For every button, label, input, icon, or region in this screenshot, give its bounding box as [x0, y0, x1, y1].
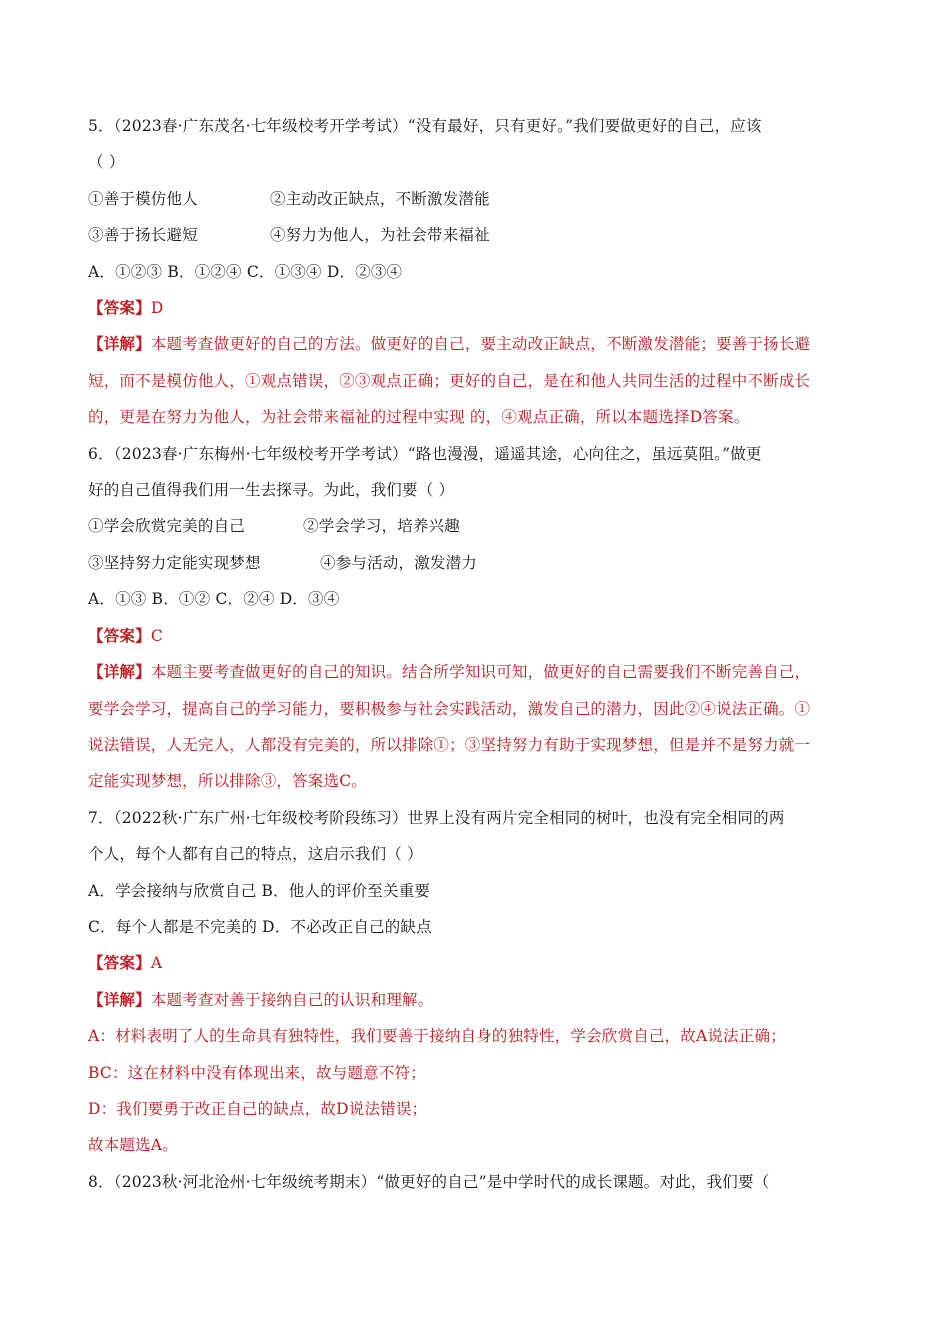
- option-3: ③坚持努力定能实现梦想: [88, 553, 261, 572]
- question-stem-cont: 个人，每个人都有自己的特点，这启示我们（ ）: [88, 845, 423, 864]
- detail-text: 本题主要考查做更好的自己的知识。结合所学知识可知，做更好的自己需要我们不断完善自己，: [150, 663, 811, 682]
- question-stem: 5．（2023春·广东茂名·七年级校考开学考试）“没有最好，只有更好。”我们要做更好的自己，应该: [88, 117, 762, 135]
- detail: [88, 654, 868, 690]
- option-row: [88, 217, 868, 253]
- answer-label: 【答案】: [88, 625, 151, 645]
- detail-label: 【详解】: [88, 662, 151, 682]
- detail-text: 本题考查做更好的自己的方法。做更好的自己，要主动改正缺点，不断激发潜能；要善于扬长避: [150, 335, 811, 354]
- answer-choices: A．学会接纳与欣赏自己 B．他人的评价至关重要: [88, 881, 431, 900]
- answer-choices: A．①③ B．①② C．②④ D．③④: [88, 590, 340, 609]
- answer-choices: A．①②③ B．①②④ C．①③④ D．②③④: [88, 262, 403, 281]
- detail-text: D：我们要勇于改正自己的缺点，故D说法错误；: [88, 1099, 428, 1118]
- answer: [88, 290, 868, 326]
- option-row: [88, 545, 868, 581]
- option-1: ①学会欣赏完美的自己: [88, 517, 246, 536]
- option-row: [88, 181, 868, 217]
- answer-label: 【答案】: [88, 953, 151, 973]
- option-4: ④参与活动，激发潜力: [320, 553, 478, 572]
- question-stem: 7．（2022秋·广东广州·七年级校考阶段练习）世界上没有两片完全相同的树叶，也没有完全相同的两: [88, 808, 785, 827]
- option-2: ②学会学习，培养兴趣: [303, 517, 461, 536]
- answer-choices: C．每个人都是不完美的 D．不必改正自己的缺点: [88, 917, 432, 936]
- option-4: ④努力为他人，为社会带来福祉: [270, 226, 490, 245]
- option-row: [88, 508, 868, 544]
- question-8: [88, 1164, 868, 1200]
- detail-text: 故本题选A。: [88, 1136, 178, 1155]
- detail: [88, 326, 868, 362]
- detail-text: A：材料表明了人的生命具有独特性，我们要善于接纳自身的独特性，学会欣赏自己，故A说法正确；: [88, 1027, 786, 1046]
- detail-label: 【详解】: [88, 334, 151, 354]
- question-stem-cont: （ ）: [88, 153, 125, 172]
- question-stem-cont: 好的自己值得我们用一生去探寻。为此，我们要（ ）: [88, 481, 455, 500]
- detail-label: 【详解】: [88, 989, 151, 1009]
- answer: [88, 945, 868, 981]
- option-1: ①善于模仿他人: [88, 189, 198, 208]
- question-7: [88, 800, 868, 1164]
- detail-text: 短，而不是模仿他人，①观点错误，②③观点正确；更好的自己，是在和他人共同生活的过程中不断成长: [88, 371, 811, 390]
- detail-text: 要学会学习，提高自己的学习能力，要积极参与社会实践活动，激发自己的潜力，因此②④说法正确。①: [88, 699, 811, 718]
- answer-value: A: [150, 954, 163, 973]
- question-stem: 8．（2023秋·河北沧州·七年级统考期末）“做更好的自己”是中学时代的成长课题。对此，我们要（: [88, 1172, 770, 1191]
- question-stem: 6．（2023春·广东梅州·七年级校考开学考试）“路也漫漫，遥遥其途，心向往之，虽远莫阻。”做更: [88, 444, 762, 463]
- document-page: [88, 108, 868, 1200]
- option-2: ②主动改正缺点，不断激发潜能: [270, 189, 490, 208]
- detail-text: BC：这在材料中没有体现出来，故与题意不符；: [88, 1063, 426, 1082]
- answer-label: 【答案】: [88, 298, 151, 318]
- detail: [88, 982, 868, 1018]
- detail-text: 的，更是在努力为他人，为社会带来福祉的过程中实现 的，④观点正确，所以本题选择D答案。: [88, 408, 750, 427]
- question-6: [88, 436, 868, 800]
- answer: [88, 618, 868, 654]
- detail-text: 定能实现梦想，所以排除③，答案选C。: [88, 772, 367, 791]
- detail-text: 本题考查对善于接纳自己的认识和理解。: [150, 990, 434, 1009]
- detail-text: 说法错误，人无完人，人都没有完美的，所以排除①；③坚持努力有助于实现梦想，但是并不是努力就一: [88, 735, 811, 754]
- question-5: [88, 108, 868, 436]
- answer-value: D: [150, 299, 164, 318]
- answer-value: C: [150, 626, 163, 645]
- option-3: ③善于扬长避短: [88, 226, 198, 245]
